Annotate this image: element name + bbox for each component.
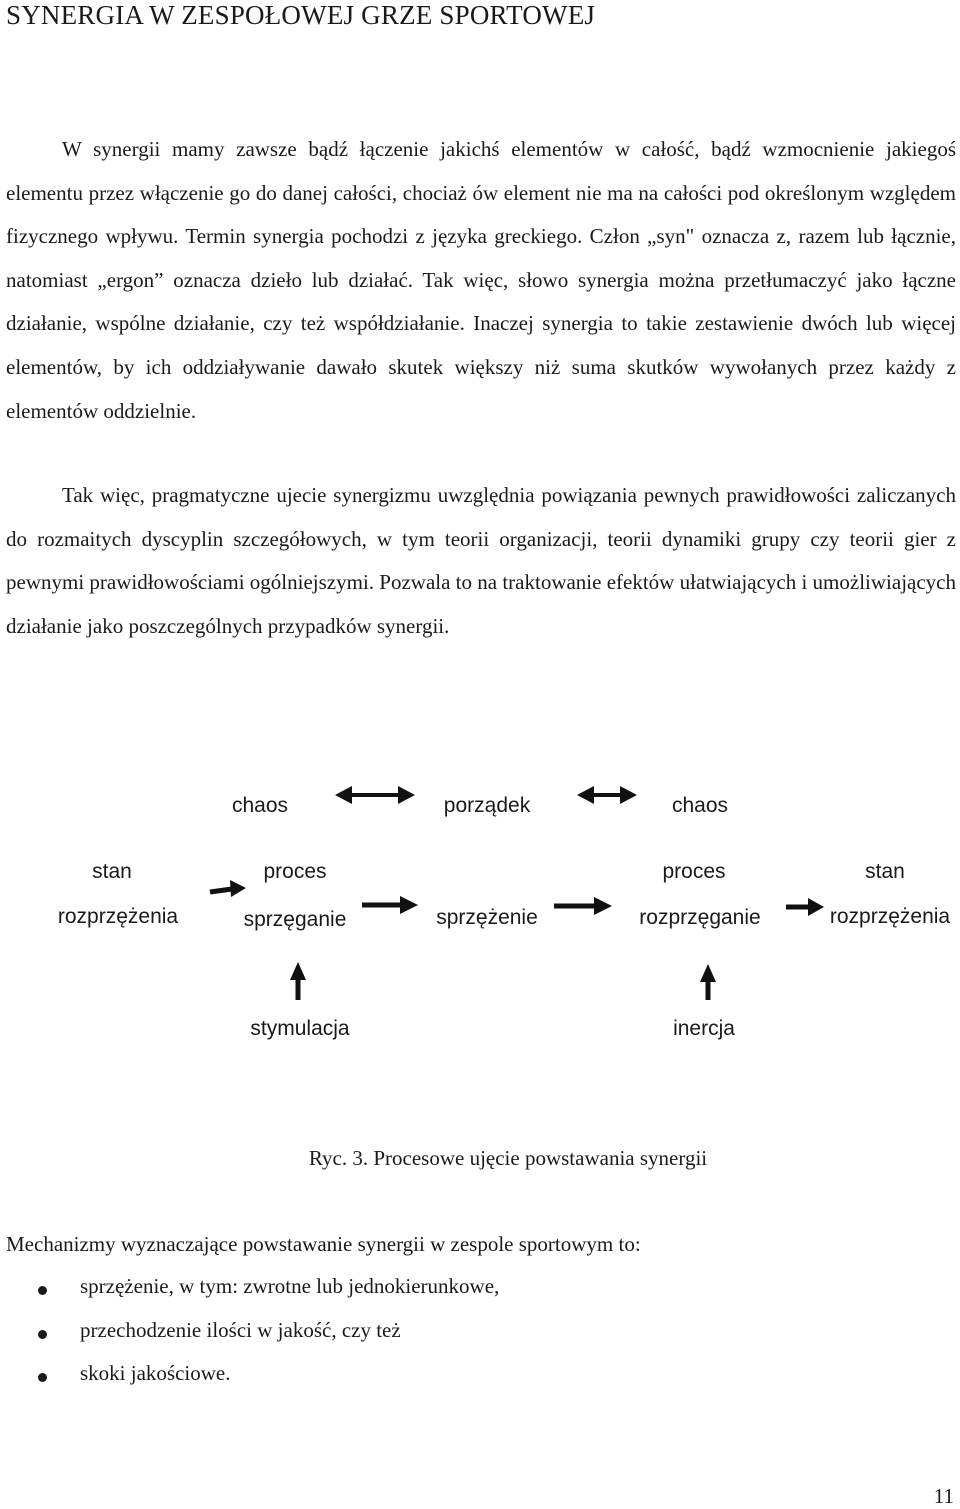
right-arrow-icon [554, 897, 612, 915]
bullet-icon [38, 1330, 47, 1339]
paragraph-1 [6, 128, 956, 433]
bullet-icon [38, 1286, 47, 1295]
up-arrow-icon [290, 962, 306, 1000]
figure-caption: Ryc. 3. Procesowe ujęcie powstawania synergii [308, 1146, 708, 1170]
diagram-label-rozprzezenia-left: rozprzężenia [57, 905, 179, 928]
list-item-text: skoki jakościowe. [80, 1361, 231, 1385]
diagram-label-chaos-right: chaos [671, 794, 729, 817]
list-item-text: przechodzenie ilości w jakość, czy też [80, 1317, 401, 1342]
diagram-label-stan-left: stan [92, 860, 132, 883]
diagram-label-stan-right: stan [865, 860, 905, 883]
paragraph-2 [6, 474, 956, 648]
up-arrow-icon [700, 964, 716, 1000]
diagram-label-sprzezenie: sprzężenie [436, 906, 538, 929]
bullet-icon [38, 1373, 47, 1382]
mechanisms-intro: Mechanizmy wyznaczające powstawanie synergii w zespole sportowym to: [6, 1232, 641, 1256]
diagram-label-rozprzeganie: rozprzęganie [639, 906, 761, 929]
list-item-text: sprzężenie, w tym: zwrotne lub jednokierunkowe, [80, 1274, 500, 1298]
page-number: 11 [933, 1484, 954, 1508]
diagram-label-inercja: inercja [673, 1017, 735, 1040]
double-arrow-icon [577, 786, 637, 804]
diagram-label-rozprzezenia-right: rozprzężenia [829, 905, 951, 928]
paragraph-1-text: W synergii mamy zawsze bądź łączenie jakichś elementów w całość, bądź wzmocnienie jakiegoś elementu przez włączenie go do danej całości, chociaż ów element nie ma na całości pod określonym względem fizycznego wpływu. Termin synergia pochodzi z języka greckiego. Człon „syn" oznacza z, razem lub łącznie, natomiast „ergon” oznacza dzieło lub działać. Tak więc, słowo synergia można przetłumaczyć jako łączne działanie, wspólne działanie, czy też współdziałanie. Inaczej synergia to takie zestawienie dwóch lub więcej elementów, by ich oddziaływanie dawało skutek większy niż suma skutków wywołanych przez każdy z elementów oddzielnie. [6, 137, 956, 423]
diagram-label-proces-left: proces [263, 860, 327, 883]
paragraph-2-text: Tak więc, pragmatyczne ujecie synergizmu uwzględnia powiązania pewnych prawidłowości zaliczanych do rozmaitych dyscyplin szczegółowych, w tym teorii organizacji, teorii dynamiki grupy czy teorii gier z pewnymi prawidłowościami ogólniejszymi. Pozwala to na traktowanie efektów ułatwiających i umożliwiających działanie jako poszczególnych przypadków synergii. [6, 483, 956, 638]
right-arrow-icon [362, 896, 418, 914]
right-arrow-icon [786, 898, 824, 916]
diagram-label-stymulacja: stymulacja [250, 1017, 350, 1040]
right-arrow-icon [210, 880, 246, 897]
diagram-label-sprzeganie: sprzęganie [243, 908, 347, 931]
page-title: SYNERGIA W ZESPOŁOWEJ GRZE SPORTOWEJ [6, 0, 596, 30]
diagram-label-proces-right: proces [662, 860, 726, 883]
diagram-label-porzadek: porządek [443, 794, 531, 817]
diagram-label-chaos-left: chaos [231, 794, 289, 817]
double-arrow-icon [335, 786, 415, 804]
